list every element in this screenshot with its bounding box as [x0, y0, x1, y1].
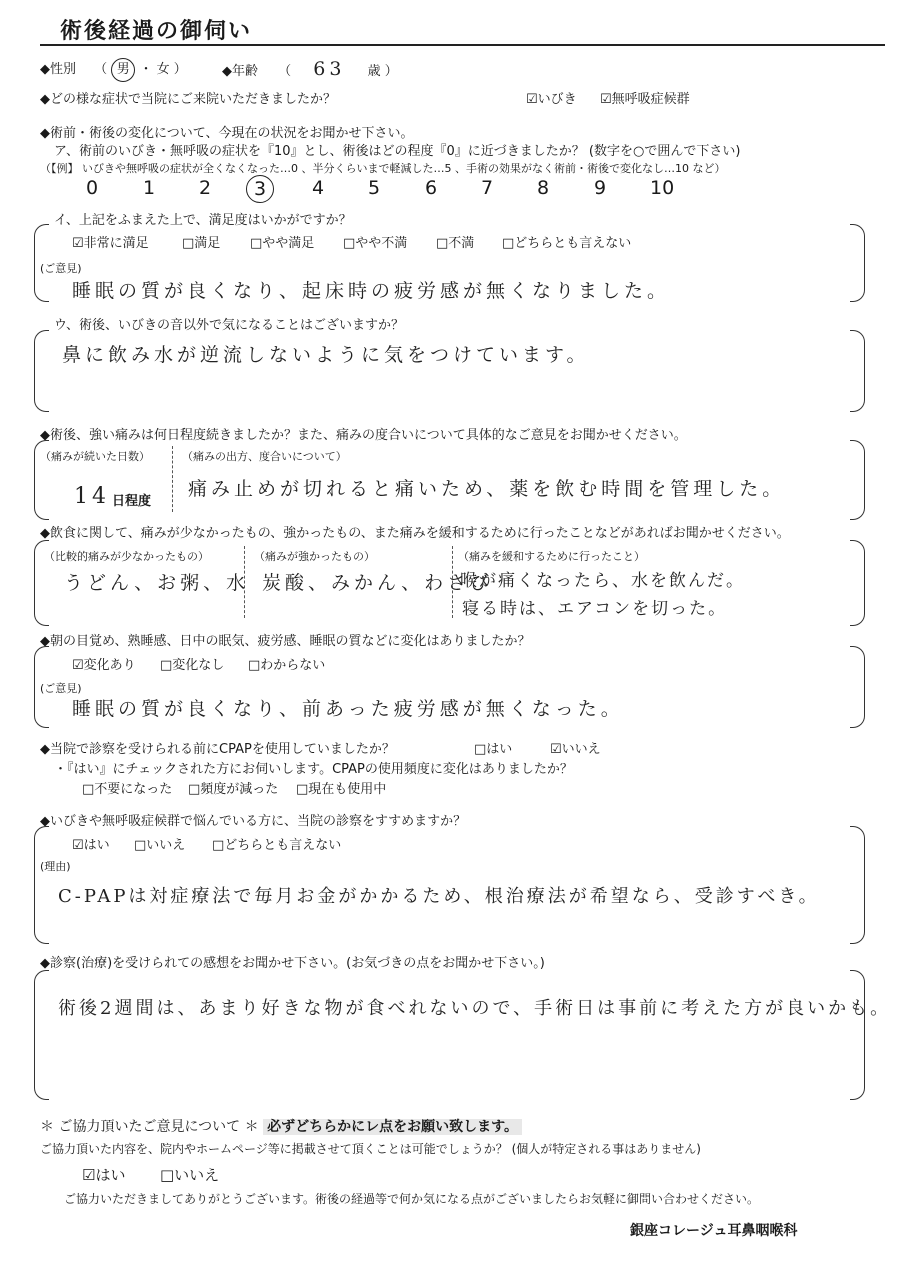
recommend-bracket-right [850, 826, 865, 944]
impression-heading: ◆診察(治療)を受けられての感想をお聞かせ下さい。(お気づきの点をお聞かせ下さい。) [40, 956, 545, 971]
symptom-question: ◆どの様な症状で当院にご来院いただきましたか？ [40, 92, 336, 107]
satisfaction-somewhat-dis[interactable]: □やや不満 [343, 236, 408, 251]
food-bracket-right [850, 540, 865, 626]
morning-changed[interactable]: ☑変化あり [72, 658, 136, 673]
recommend-neither[interactable]: □どちらとも言えない [212, 838, 342, 853]
recommend-bracket-left [34, 826, 49, 944]
footer-note-a: ＊ ご協力頂いたご意見について ＊ [40, 1119, 259, 1135]
gender-label: ◆性別 [40, 62, 76, 77]
scale-7[interactable]: 7 [481, 177, 494, 199]
gender-row: ◆性別 （ 男 ・ 女 ） [40, 58, 187, 82]
cpap-not-needed[interactable]: □不要になった [82, 782, 173, 797]
age-value[interactable]: 63 [313, 58, 346, 80]
pain-days-value[interactable]: 14 [74, 484, 110, 509]
scale-1[interactable]: 1 [143, 177, 156, 199]
scale-2[interactable]: 2 [199, 177, 212, 199]
scale-4[interactable]: 4 [312, 177, 325, 199]
pain-days-label: （痛みが続いた日数） [40, 450, 150, 463]
cpap-sub-question: ・『はい』にチェックされた方にお伺いします。CPAPの使用頻度に変化はありましたか？ [54, 762, 573, 777]
clinic-name: 銀座コレージュ耳鼻咽喉科 [630, 1223, 798, 1239]
impression-answer[interactable]: 術後2週間は、あまり好きな物が食べれないので、手術日は事前に考えた方が良いかも。 [58, 998, 892, 1019]
pain-detail-label: （痛みの出方、度合いについて） [182, 450, 347, 463]
food-relief-2[interactable]: 寝る時は、エアコンを切った。 [462, 599, 728, 619]
change-question-a: ア、術前のいびき・無呼吸の症状を『10』とし、術後はどの程度『0』に近づきましたか？ (数字を○で囲んで下さい) [54, 144, 741, 159]
morning-opinion[interactable]: 睡眠の質が良くなり、前あった疲労感が無くなった。 [72, 698, 624, 720]
symptom-snoring-option[interactable]: ☑いびき [526, 92, 577, 107]
recommend-reason[interactable]: C-PAPは対症療法で毎月お金がかかるため、根治療法が希望なら、受診すべき。 [58, 886, 820, 907]
scale-6[interactable]: 6 [425, 177, 438, 199]
satisfaction-opinion-label: (ご意見) [40, 262, 82, 275]
title-underline [40, 44, 885, 46]
satisfaction-neither[interactable]: □どちらとも言えない [502, 236, 632, 251]
other-bracket-left [34, 330, 49, 412]
change-heading: ◆術前・術後の変化について、今現在の状況をお聞かせ下さい。 [40, 126, 414, 141]
scale-8[interactable]: 8 [537, 177, 550, 199]
pain-days-unit: 日程度 [112, 494, 152, 509]
footer-question: ご協力頂いた内容を、院内やホームページ等に掲載させて頂くことは可能でしょうか？ (個人が特定される事はありません) [40, 1142, 701, 1156]
page-title: 術後経過の御伺い [60, 19, 253, 44]
other-bracket-right [850, 330, 865, 412]
other-answer[interactable]: 鼻に飲み水が逆流しないように気をつけています。 [62, 344, 590, 366]
recommend-yes[interactable]: ☑はい [72, 838, 110, 853]
scale-0[interactable]: 0 [86, 177, 99, 199]
impression-bracket-right [850, 970, 865, 1100]
impression-bracket-left [34, 970, 49, 1100]
morning-heading: ◆朝の目覚め、熟睡感、日中の眠気、疲労感、睡眠の質などに変化はありましたか？ [40, 634, 531, 649]
age-label: ◆年齢 [222, 64, 258, 79]
cpap-still-using[interactable]: □現在も使用中 [296, 782, 387, 797]
footer-note [40, 1116, 522, 1136]
satisfaction-dis[interactable]: □不満 [436, 236, 475, 251]
gender-male-option[interactable]: 男 [111, 58, 135, 82]
cpap-yes[interactable]: □はい [474, 742, 513, 757]
other-heading: ウ、術後、いびきの音以外で気になることはございますか？ [54, 318, 404, 333]
cpap-reduced[interactable]: □頻度が減った [188, 782, 279, 797]
morning-unchanged[interactable]: □変化なし [160, 658, 225, 673]
food-less[interactable]: うどん、お粥、水 [64, 572, 250, 594]
pain-detail[interactable]: 痛み止めが切れると痛いため、薬を飲む時間を管理した。 [188, 478, 786, 500]
footer-yes[interactable]: ☑はい [82, 1166, 126, 1184]
cpap-heading: ◆当院で診察を受けられる前にCPAPを使用していましたか？ [40, 742, 395, 757]
food-relief-1[interactable]: 喉が痛くなったら、水を飲んだ。 [460, 571, 745, 591]
food-relief-label: （痛みを緩和するために行ったこと） [458, 550, 645, 563]
morning-opinion-label: (ご意見) [40, 682, 82, 695]
satisfaction-opinion[interactable]: 睡眠の質が良くなり、起床時の疲労感が無くなりました。 [72, 280, 671, 302]
satisfaction-satisfied[interactable]: □満足 [182, 236, 221, 251]
satisfaction-bracket-right [850, 224, 865, 302]
footer-note-b: 必ずどちらかにレ点をお願い致します。 [263, 1119, 522, 1135]
scale-9[interactable]: 9 [594, 177, 607, 199]
cpap-no[interactable]: ☑いいえ [550, 742, 601, 757]
satisfaction-heading: イ、上記をふまえた上で、満足度はいかがですか？ [54, 213, 352, 228]
recommend-heading: ◆いびきや無呼吸症候群で悩んでいる方に、当院の診察をすすめますか？ [40, 814, 467, 829]
footer-thanks: ご協力いただきましてありがとうございます。術後の経過等で何か気になる点がございましたらお気軽に御問い合わせください。 [64, 1192, 760, 1206]
food-heading: ◆飲食に関して、痛みが少なかったもの、強かったもの、また痛みを緩和するために行ったことなどがあればお聞かせください。 [40, 526, 790, 541]
scale-10[interactable]: 10 [650, 177, 675, 199]
pain-heading: ◆術後、強い痛みは何日程度続きましたか？また、痛みの度合いについて具体的なご意見をお聞かせください。 [40, 428, 687, 443]
gender-separator: ・ [139, 62, 153, 77]
morning-bracket-right [850, 646, 865, 728]
food-less-label: （比較的痛みが少なかったもの） [44, 550, 209, 563]
pain-bracket-right [850, 440, 865, 520]
age-row: ◆年齢 （ 63 歳 ） [222, 58, 398, 80]
gender-female-option[interactable]: 女 [156, 62, 170, 77]
change-example: （【例】 いびきや無呼吸の症状が全くなくなった…0 、半分くらいまで軽減した…5 、手術の効果がなく術前・術後で変化なし…10 など） [40, 162, 726, 175]
food-strong-label: （痛みが強かったもの） [254, 550, 375, 563]
satisfaction-very[interactable]: ☑非常に満足 [72, 236, 149, 251]
satisfaction-somewhat[interactable]: □やや満足 [250, 236, 315, 251]
food-strong[interactable]: 炭酸、みかん、わさび [262, 572, 494, 594]
recommend-no[interactable]: □いいえ [134, 838, 186, 853]
scale-5[interactable]: 5 [368, 177, 381, 199]
footer-no[interactable]: □いいえ [160, 1166, 220, 1184]
age-unit: 歳 [367, 64, 381, 79]
symptom-apnea-option[interactable]: ☑無呼吸症候群 [600, 92, 690, 107]
morning-unknown[interactable]: □わからない [248, 658, 326, 673]
recommend-reason-label: (理由) [40, 860, 71, 873]
scale-3-selected[interactable]: 3 [246, 175, 274, 203]
pain-divider [172, 446, 173, 512]
